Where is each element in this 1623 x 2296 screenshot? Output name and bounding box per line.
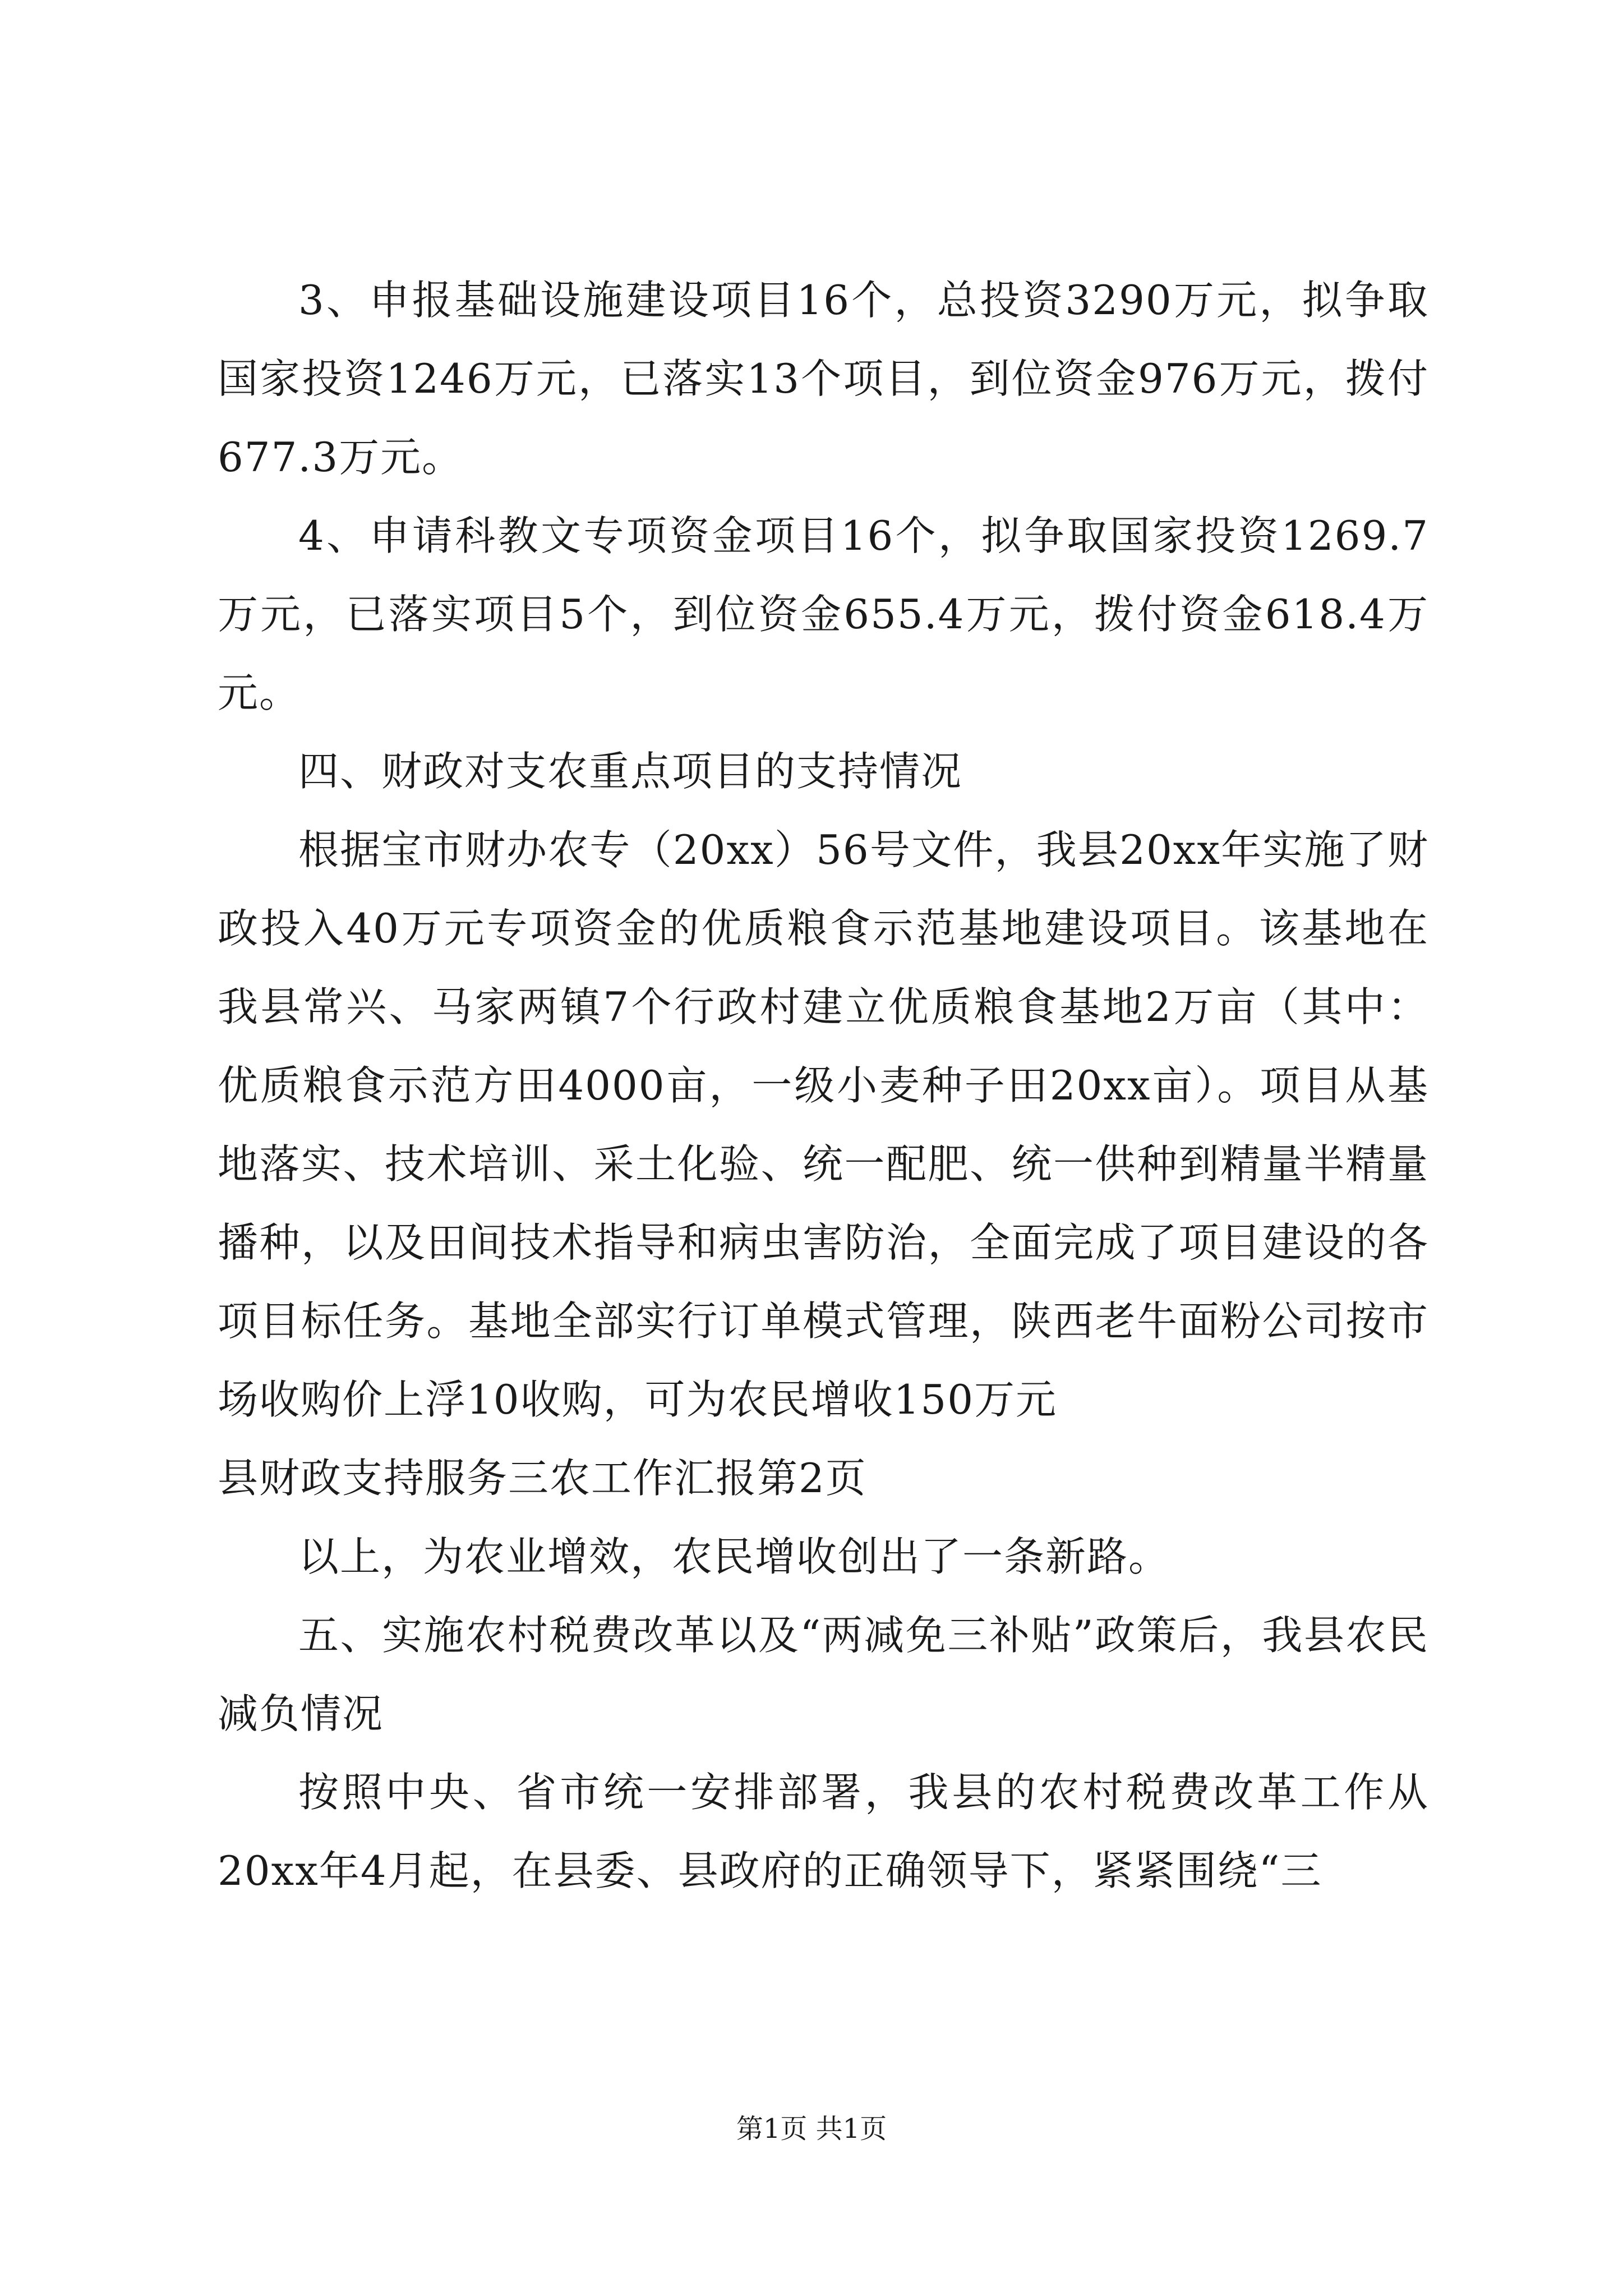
paragraph-tax-reform: 按照中央、省市统一安排部署，我县的农村税费改革工作从20xx年4月起，在县委、县政府的正确领导下，紧紧围绕“三 bbox=[218, 1769, 1429, 1894]
document-body bbox=[218, 261, 1429, 1910]
paragraph-grain-base-project: 根据宝市财办农专（20xx）56号文件，我县20xx年实施了财政投入40万元专项资金的优质粮食示范基地建设项目。该基地在我县常兴、马家两镇7个行政村建立优质粮食基地2万亩（其中：优质粮食示范方田4000亩，一级小麦种子田20xx亩）。项目从基地落实、技术培训、采土化验、统一配肥、统一供种到精量半精量播种，以及田间技术指导和病虫害防治，全面完成了项目建设的各项目标任务。基地全部实行订单模式管理，陕西老牛面粉公司按市场收购价上浮10收购，可为农民增收150万元 bbox=[218, 826, 1429, 1423]
paragraph-report-page-note: 县财政支持服务三农工作汇报第2页 bbox=[218, 1455, 867, 1502]
paragraph-new-road: 以上，为农业增效，农民增收创出了一条新路。 bbox=[298, 1533, 1170, 1580]
section-heading-5: 五、实施农村税费改革以及“两减免三补贴”政策后，我县农民减负情况 bbox=[218, 1612, 1429, 1737]
paragraph-science-education-funds: 4、申请科教文专项资金项目16个，拟争取国家投资1269.7万元，已落实项目5个，到位资金655.4万元，拨付资金618.4万元。 bbox=[218, 512, 1429, 716]
section-heading-4: 四、财政对支农重点项目的支持情况 bbox=[298, 748, 963, 795]
paragraph-infrastructure-projects: 3、申报基础设施建设项目16个，总投资3290万元，拟争取国家投资1246万元，已落实13个项目，到位资金976万元，拨付677.3万元。 bbox=[218, 277, 1429, 481]
page-footer: 第1页 共1页 bbox=[736, 2113, 887, 2145]
